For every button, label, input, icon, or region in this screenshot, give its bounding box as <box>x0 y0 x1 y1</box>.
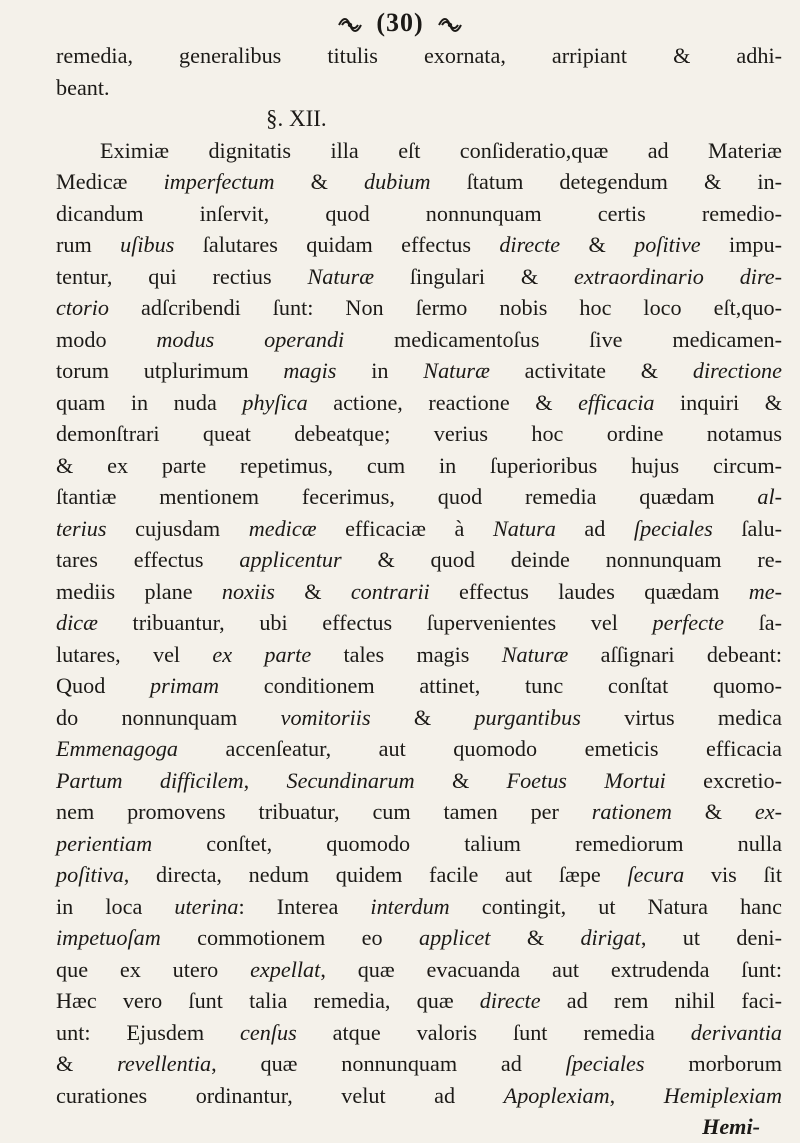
text-line: & ex parte repetimus, cum in ſuperioribus hujus circum- <box>56 452 782 478</box>
text-line: lutares, vel ex parte tales magis Naturæ aſſignari debeant: <box>56 641 782 667</box>
page-number: (30) <box>376 8 424 37</box>
text-line: poſitiva, directa, nedum quidem facile aut ſæpe ſecura vis ſit <box>56 862 782 887</box>
text-line: ſtantiæ mentionem fecerimus, quod remedia quædam al- <box>56 484 782 509</box>
text-line: do nonnunquam vomitoriis & purgantibus virtus medica <box>56 704 782 730</box>
text-line: dicandum inſervit, quod nonnunquam certis remedio- <box>56 200 782 226</box>
text-line: modo modus operandi medicamentoſus ſive medicamen- <box>56 326 782 352</box>
text-line: Eximiæ dignitatis illa eſt conſideratio,quæ ad Materiæ <box>100 137 782 163</box>
text-line: Hæc vero ſunt talia remedia, quæ directe ad rem nihil faci- <box>56 988 783 1013</box>
text-line: impetuoſam commotionem eo applicet & dirigat, ut deni- <box>56 925 782 950</box>
body-text <box>56 40 782 1143</box>
running-head <box>0 8 800 38</box>
text-line: unt: Ejusdem cenſus atque valoris ſunt remedia derivantia <box>56 1019 782 1045</box>
text-line: beant. <box>56 74 110 100</box>
text-line: rum uſibus ſalutares quidam effectus directe & poſitive impu- <box>56 232 782 257</box>
text-line: torum utplurimum magis in Naturæ activitate & directione <box>56 358 782 383</box>
text-line: remedia, generalibus titulis exornata, arripiant & adhi- <box>56 43 782 68</box>
text-line: curationes ordinantur, velut ad Apoplexiam, Hemiplexiam <box>56 1082 782 1108</box>
text-line: tares effectus applicentur & quod deinde nonnunquam re- <box>56 547 782 572</box>
text-line: Medicæ imperfectum & dubium ſtatum detegendum & in- <box>56 169 782 194</box>
text-line: demonſtrari queat debeatque; verius hoc ordine notamus <box>56 421 782 446</box>
text-line: Emmenagoga accenſeatur, aut quomodo emeticis efficacia <box>56 736 782 761</box>
text-line: quam in nuda phyſica actione, reactione & efficacia inquiri & <box>56 389 782 415</box>
text-line: ctorio adſcribendi ſunt: Non ſermo nobis hoc loco eſt,quo- <box>56 295 782 320</box>
section-heading: §. XII. <box>266 106 327 131</box>
text-line: dicæ tribuantur, ubi effectus ſupervenientes vel perfecte ſa- <box>56 610 782 635</box>
printer-ornament-left-icon <box>337 16 363 34</box>
text-line: tentur, qui rectius Naturæ ſingulari & extraordinario dire- <box>56 263 783 289</box>
catchword: Hemi- <box>702 1114 760 1139</box>
text-line: mediis plane noxiis & contrarii effectus laudes quædam me- <box>56 578 782 604</box>
text-line: perientiam conſtet, quomodo talium remediorum nulla <box>56 830 782 856</box>
text-line: terius cujusdam medicæ efficaciæ à Natura ad ſpeciales ſalu- <box>56 515 782 541</box>
text-line: & revellentia, quæ nonnunquam ad ſpeciales morborum <box>56 1051 782 1076</box>
text-line: Partum difficilem, Secundinarum & Foetus Mortui excretio- <box>56 767 782 793</box>
text-line: in loca uterina: Interea interdum contingit, ut Natura hanc <box>56 893 782 919</box>
printer-ornament-right-icon <box>437 16 463 34</box>
text-line: Quod primam conditionem attinet, tunc conſtat quomo- <box>56 673 782 698</box>
text-line: nem promovens tribuatur, cum tamen per rationem & ex- <box>56 799 782 824</box>
text-line: que ex utero expellat, quæ evacuanda aut extrudenda ſunt: <box>56 956 782 982</box>
